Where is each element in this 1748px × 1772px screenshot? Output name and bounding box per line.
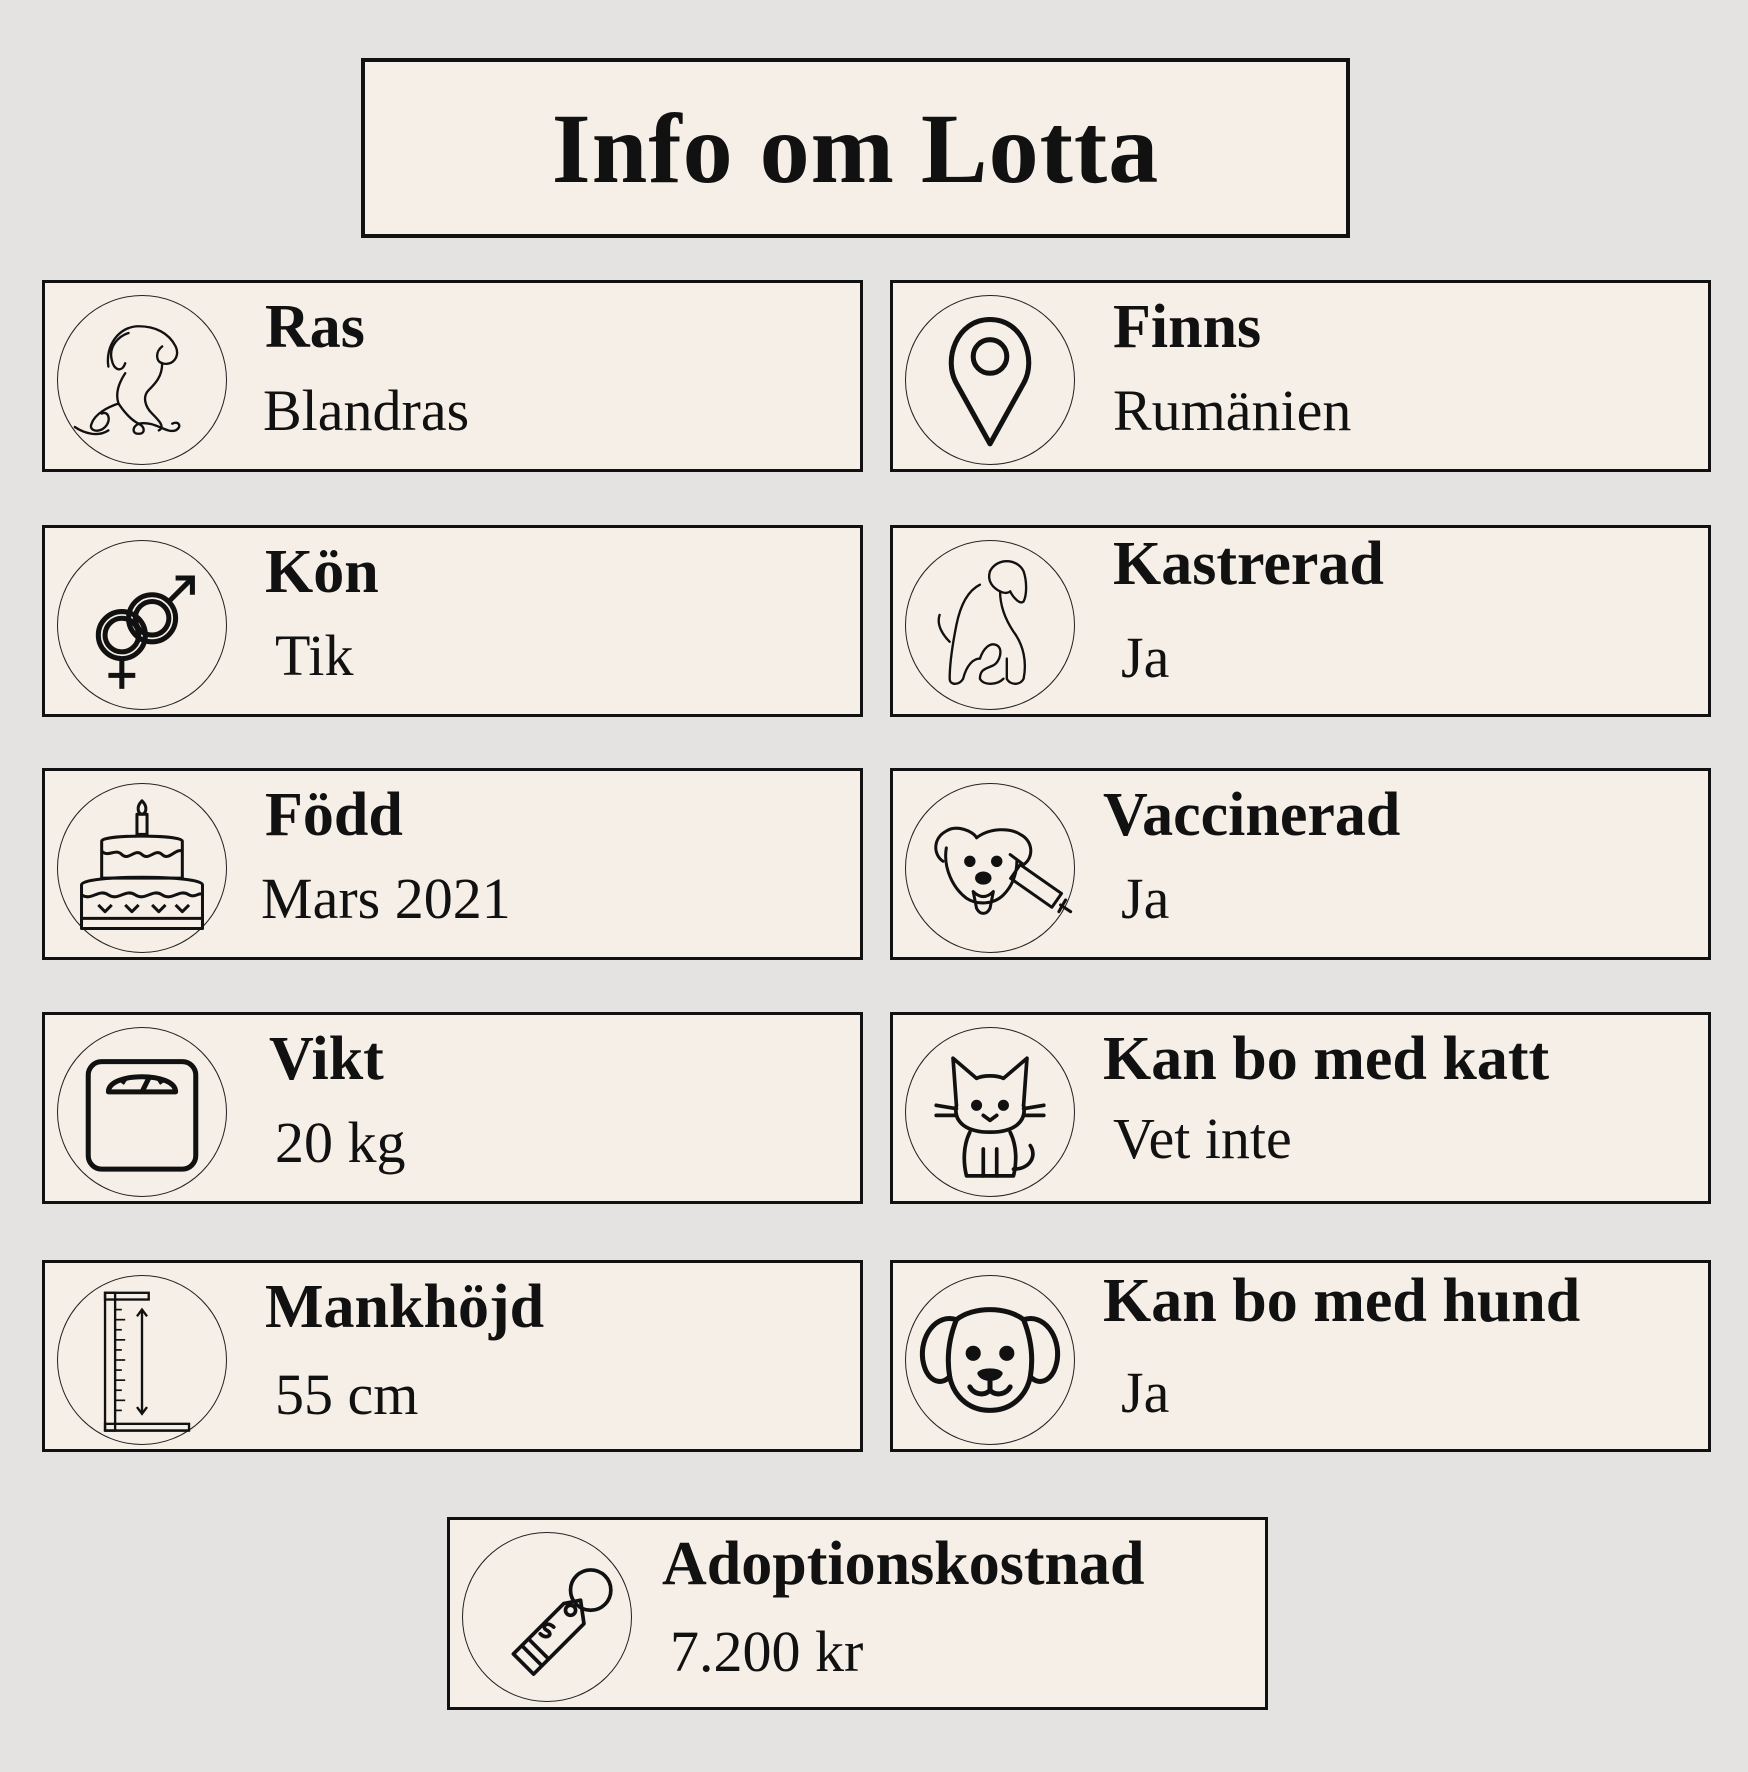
info-value: 7.200 kr — [670, 1619, 864, 1684]
info-label: Kan bo med katt — [1103, 1025, 1550, 1093]
info-value: Tik — [275, 623, 354, 688]
info-card-katt — [890, 1012, 1711, 1204]
height-measure-icon — [57, 1275, 227, 1445]
info-card-finns — [890, 280, 1711, 472]
page-title: Info om Lotta — [551, 92, 1160, 204]
info-label: Född — [265, 781, 403, 849]
info-label: Adoptionskostnad — [662, 1530, 1145, 1598]
info-card-kastrerad — [890, 525, 1711, 717]
info-label: Vaccinerad — [1103, 781, 1401, 849]
info-value: Ja — [1121, 625, 1170, 690]
info-card-mankhojd — [42, 1260, 863, 1452]
birthday-cake-icon — [57, 783, 227, 953]
info-label: Ras — [265, 293, 365, 361]
location-pin-icon — [905, 295, 1075, 465]
gender-symbols-icon — [57, 540, 227, 710]
info-card-fodd — [42, 768, 863, 960]
info-label: Mankhöjd — [265, 1273, 545, 1341]
title-box — [361, 58, 1350, 238]
cat-icon — [905, 1027, 1075, 1197]
dog-syringe-icon — [905, 783, 1075, 953]
info-value: Mars 2021 — [261, 866, 511, 931]
info-value: 55 cm — [275, 1362, 419, 1427]
info-card-vikt — [42, 1012, 863, 1204]
info-label: Kastrerad — [1113, 530, 1384, 598]
info-label: Vikt — [269, 1025, 384, 1093]
weighing-scale-icon — [57, 1027, 227, 1197]
info-card-adoptionskostnad — [447, 1517, 1268, 1710]
info-label: Kön — [265, 538, 379, 606]
info-label: Kan bo med hund — [1103, 1267, 1581, 1335]
sitting-dog-icon — [905, 540, 1075, 710]
info-value: Vet inte — [1113, 1106, 1292, 1171]
info-value: 20 kg — [275, 1110, 406, 1175]
info-label: Finns — [1113, 293, 1262, 361]
dog-line-art-icon — [57, 295, 227, 465]
info-card-ras — [42, 280, 863, 472]
info-value: Blandras — [263, 378, 470, 443]
price-tag-icon — [462, 1532, 632, 1702]
info-value: Ja — [1121, 866, 1170, 931]
info-value: Ja — [1121, 1360, 1170, 1425]
dog-face-icon — [905, 1275, 1075, 1445]
info-card-kon — [42, 525, 863, 717]
info-card-hund — [890, 1260, 1711, 1452]
info-card-vaccinerad — [890, 768, 1711, 960]
info-value: Rumänien — [1113, 378, 1352, 443]
